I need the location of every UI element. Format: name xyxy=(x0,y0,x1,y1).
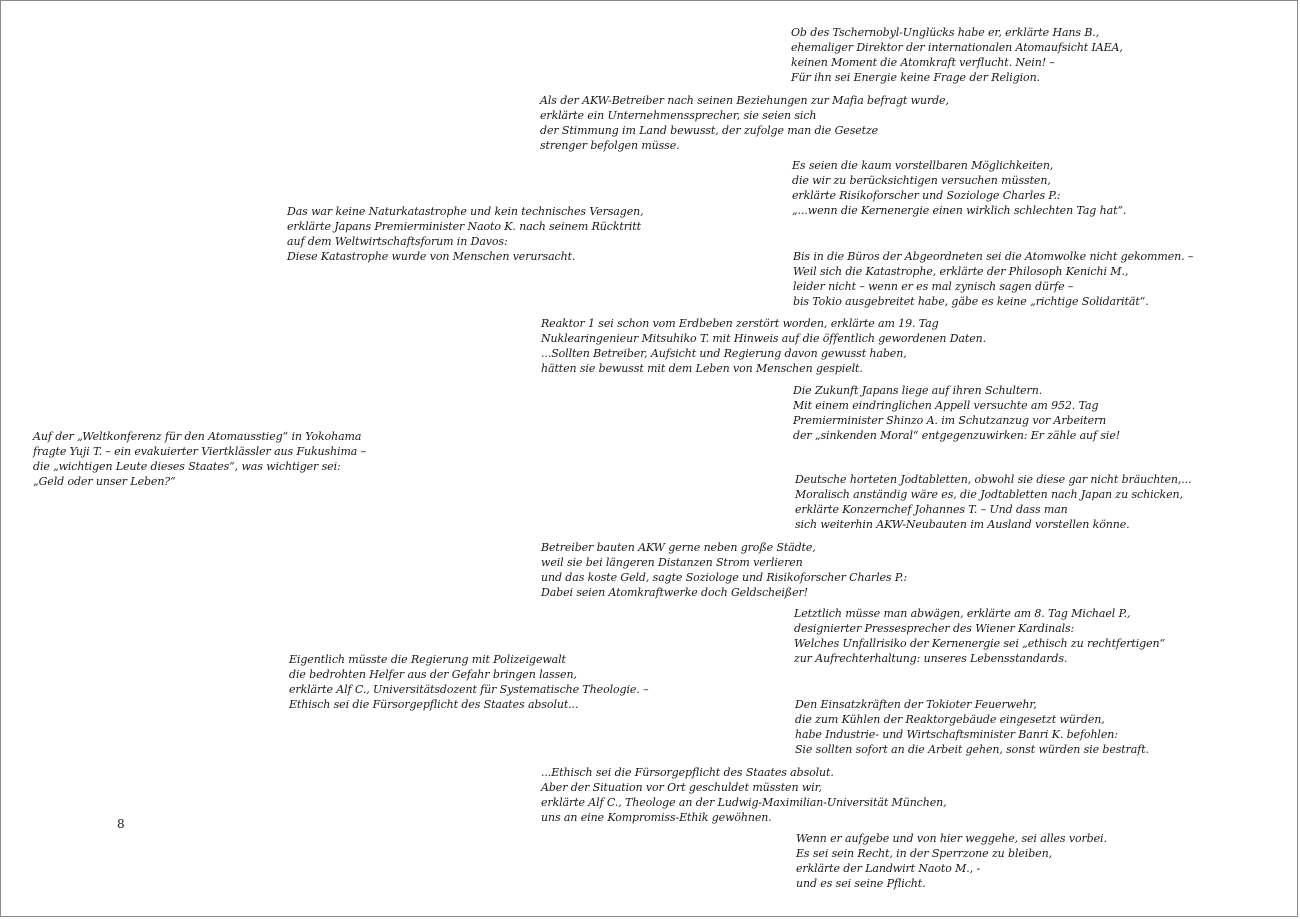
quote-line: habe Industrie- und Wirtschaftsminister Banri K. befohlen: xyxy=(795,728,1118,741)
quote-line: Aber der Situation vor Ort geschuldet müssten wir, xyxy=(541,781,822,794)
quote-line: ...Ethisch sei die Fürsorgepflicht des Staates absolut. xyxy=(541,766,834,779)
quote-line: uns an eine Kompromiss-Ethik gewöhnen. xyxy=(541,811,772,824)
quote-line: erklärte Konzernchef Johannes T. – Und dass man xyxy=(795,503,1068,516)
quote-line: ...Sollten Betreiber, Aufsicht und Regierung davon gewusst haben, xyxy=(541,347,907,360)
quote-line: Reaktor 1 sei schon vom Erdbeben zerstört worden, erklärte am 19. Tag xyxy=(541,317,939,330)
quote-block-shinzo-a xyxy=(793,383,1120,443)
quote-line: die „wichtigen Leute dieses Staates“, was wichtiger sei: xyxy=(33,460,341,473)
quote-line: Mit einem eindringlichen Appell versuchte am 952. Tag xyxy=(793,399,1099,412)
quote-line: Das war keine Naturkatastrophe und kein technisches Versagen, xyxy=(287,205,644,218)
quote-line: ehemaliger Direktor der internationalen Atomaufsicht IAEA, xyxy=(791,41,1123,54)
quote-block-naoto-m xyxy=(796,831,1107,891)
quote-line: leider nicht – wenn er es mal zynisch sagen dürfe – xyxy=(793,280,1074,293)
quote-line: zur Aufrechterhaltung: unseres Lebensstandards. xyxy=(794,652,1068,665)
quote-block-alf-c-1 xyxy=(289,652,649,712)
quote-line: fragte Yuji T. – ein evakuierter Viertklässler aus Fukushima – xyxy=(33,445,367,458)
quote-line: erklärte Risikoforscher und Soziologe Charles P.: xyxy=(792,189,1061,202)
quote-line: strenger befolgen müsse. xyxy=(540,139,680,152)
quote-line: die zum Kühlen der Reaktorgebäude eingesetzt würden, xyxy=(795,713,1105,726)
quote-line: hätten sie bewusst mit dem Leben von Menschen gespielt. xyxy=(541,362,863,375)
quote-line: „Geld oder unser Leben?“ xyxy=(33,475,176,488)
quote-line: Welches Unfallrisiko der Kernenergie sei „ethisch zu rechtfertigen“ xyxy=(794,637,1166,650)
quote-block-akw-betreiber xyxy=(540,93,949,153)
quote-line: Auf der „Weltkonferenz für den Atomausstieg“ in Yokohama xyxy=(33,430,362,443)
quote-line: und das koste Geld, sagte Soziologe und Risikoforscher Charles P.: xyxy=(541,571,907,584)
quote-line: die wir zu berücksichtigen versuchen müssten, xyxy=(792,174,1051,187)
quote-line: Letztlich müsse man abwägen, erklärte am 8. Tag Michael P., xyxy=(794,607,1131,620)
quote-line: Moralisch anständig wäre es, die Jodtabletten nach Japan zu schicken, xyxy=(795,488,1183,501)
quote-block-banri-k xyxy=(795,697,1149,757)
quote-line: der „sinkenden Moral“ entgegenzuwirken: Er zähle auf sie! xyxy=(793,429,1121,442)
quote-line: Premierminister Shinzo A. im Schutzanzug vor Arbeitern xyxy=(793,414,1107,427)
quote-block-naoto-k xyxy=(287,204,644,264)
quote-line: Wenn er aufgebe und von hier weggehe, sei alles vorbei. xyxy=(796,832,1107,845)
quote-line: Den Einsatzkräften der Tokioter Feuerwehr, xyxy=(795,698,1037,711)
quote-line: keinen Moment die Atomkraft verflucht. Nein! – xyxy=(791,56,1055,69)
quote-line: „...wenn die Kernenergie einen wirklich schlechten Tag hat“. xyxy=(792,204,1127,217)
quote-block-charles-p-2 xyxy=(541,540,907,600)
quote-line: Für ihn sei Energie keine Frage der Religion. xyxy=(791,71,1040,84)
quote-block-yuji-t xyxy=(33,429,366,489)
quote-line: Dabei seien Atomkraftwerke doch Geldscheißer! xyxy=(541,586,808,599)
quote-line: Es sei sein Recht, in der Sperrzone zu bleiben, xyxy=(796,847,1052,860)
quote-block-kenichi-m xyxy=(793,249,1193,309)
quote-line: erklärte Japans Premierminister Naoto K. nach seinem Rücktritt xyxy=(287,220,641,233)
quote-line: Sie sollten sofort an die Arbeit gehen, sonst würden sie bestraft. xyxy=(795,743,1149,756)
quote-line: Deutsche horteten Jodtabletten, obwohl sie diese gar nicht bräuchten,... xyxy=(795,473,1192,486)
quote-block-johannes-t xyxy=(795,472,1192,532)
quote-line: Als der AKW-Betreiber nach seinen Beziehungen zur Mafia befragt wurde, xyxy=(540,94,949,107)
quote-block-charles-p-1 xyxy=(792,158,1126,218)
quote-block-hans-b xyxy=(791,25,1123,85)
quote-line: die bedrohten Helfer aus der Gefahr bringen lassen, xyxy=(289,668,577,681)
quote-line: Die Zukunft Japans liege auf ihren Schultern. xyxy=(793,384,1043,397)
quote-line: auf dem Weltwirtschaftsforum in Davos: xyxy=(287,235,508,248)
quote-line: Weil sich die Katastrophe, erklärte der Philosoph Kenichi M., xyxy=(793,265,1129,278)
quote-line: Diese Katastrophe wurde von Menschen verursacht. xyxy=(287,250,576,263)
quote-line: Bis in die Büros der Abgeordneten sei die Atomwolke nicht gekommen. – xyxy=(793,250,1194,263)
quote-block-mitsuhiko-t xyxy=(541,316,986,376)
quote-block-alf-c-2 xyxy=(541,765,947,825)
quote-line: Betreiber bauten AKW gerne neben große Städte, xyxy=(541,541,816,554)
quote-line: erklärte Alf C., Theologe an der Ludwig-Maximilian-Universität München, xyxy=(541,796,947,809)
quote-block-michael-p xyxy=(794,606,1165,666)
quote-line: sich weiterhin AKW-Neubauten im Ausland vorstellen könne. xyxy=(795,518,1130,531)
quote-line: Ob des Tschernobyl-Unglücks habe er, erklärte Hans B., xyxy=(791,26,1100,39)
quote-line: Eigentlich müsste die Regierung mit Polizeigewalt xyxy=(289,653,566,666)
quote-line: der Stimmung im Land bewusst, der zufolge man die Gesetze xyxy=(540,124,879,137)
quote-line: und es sei seine Pflicht. xyxy=(796,877,926,890)
quote-line: Nuklearingenieur Mitsuhiko T. mit Hinweis auf die öffentlich gewordenen Daten. xyxy=(541,332,987,345)
quote-line: bis Tokio ausgebreitet habe, gäbe es keine „richtige Solidarität“. xyxy=(793,295,1149,308)
quote-line: weil sie bei längeren Distanzen Strom verlieren xyxy=(541,556,803,569)
quote-line: erklärte ein Unternehmenssprecher, sie seien sich xyxy=(540,109,817,122)
page-number: 8 xyxy=(117,817,125,831)
quote-line: Es seien die kaum vorstellbaren Möglichkeiten, xyxy=(792,159,1054,172)
quote-line: erklärte Alf C., Universitätsdozent für Systematische Theologie. – xyxy=(289,683,649,696)
quote-line: designierter Pressesprecher des Wiener Kardinals: xyxy=(794,622,1075,635)
quote-line: Ethisch sei die Fürsorgepflicht des Staates absolut... xyxy=(289,698,579,711)
quote-line: erklärte der Landwirt Naoto M., - xyxy=(796,862,981,875)
